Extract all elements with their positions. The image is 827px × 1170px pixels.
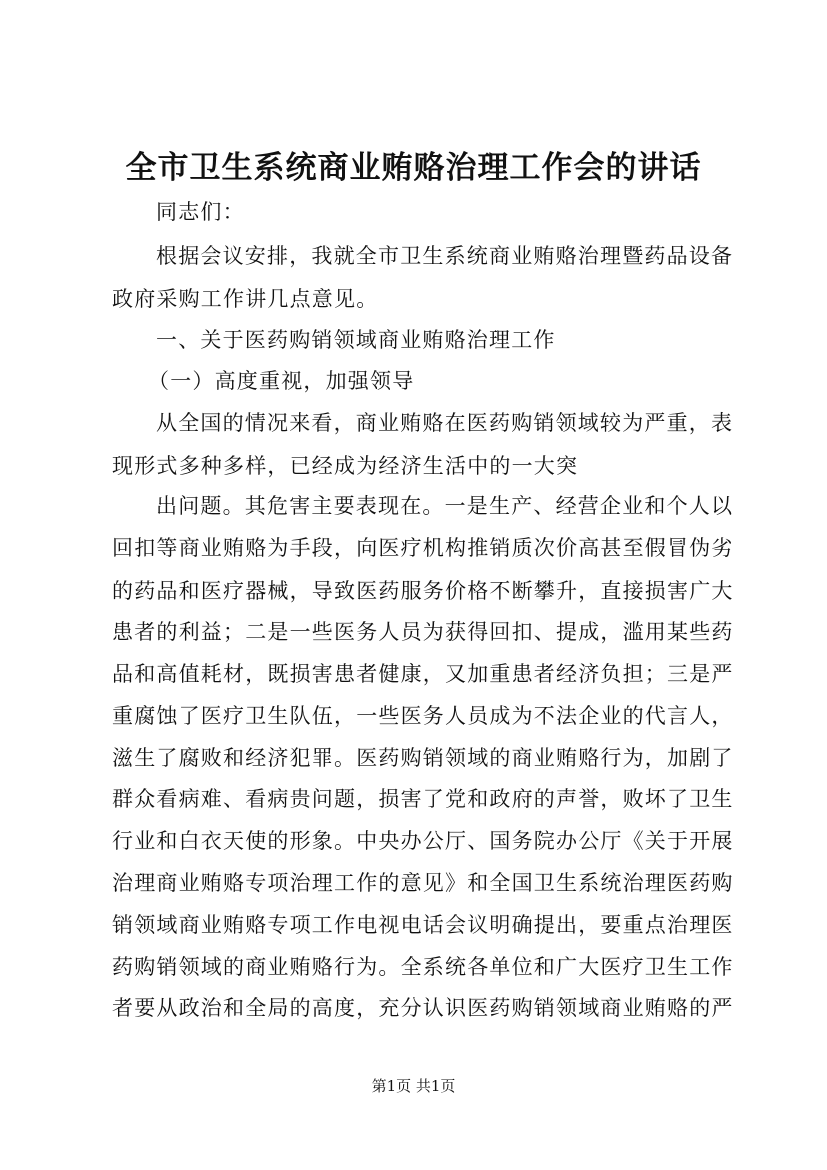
- page-footer: 第1页 共1页: [371, 1077, 456, 1095]
- paragraph-line: 根据会议安排，我就全市卫生系统商业贿赂治理暨药品设备: [156, 244, 734, 268]
- paragraph-line: 回扣等商业贿赂为手段，向医疗机构推销质次价高甚至假冒伪劣: [112, 536, 734, 560]
- paragraph-line: 出问题。其危害主要表现在。一是生产、经营企业和个人以: [156, 494, 734, 518]
- paragraph-line: 从全国的情况来看，商业贿赂在医药购销领域较为严重，表: [156, 411, 734, 435]
- paragraph-line: 政府采购工作讲几点意见。: [112, 287, 379, 311]
- paragraph-line: 群众看病难、看病贵问题，损害了党和政府的声誉，败坏了卫生: [112, 787, 734, 811]
- paragraph-line: 者要从政治和全局的高度，充分认识医药购销领域商业贿赂的严: [112, 996, 734, 1020]
- paragraph-line: 销领域商业贿赂专项工作电视电话会议明确提出，要重点治理医: [112, 913, 734, 937]
- paragraph-line: 患者的利益；二是一些医务人员为获得回扣、提成，滥用某些药: [112, 620, 734, 644]
- paragraph-line: 的药品和医疗器械，导致医药服务价格不断攀升，直接损害广大: [112, 579, 734, 603]
- paragraph-line: 现形式多种多样，已经成为经济生活中的一大突: [112, 454, 579, 478]
- paragraph-line: 重腐蚀了医疗卫生队伍，一些医务人员成为不法企业的代言人，: [112, 704, 734, 728]
- salutation-line: 同志们：: [156, 200, 245, 224]
- section-heading: 一、关于医药购销领域商业贿赂治理工作: [156, 328, 556, 352]
- paragraph-line: 治理商业贿赂专项治理工作的意见》和全国卫生系统治理医药购: [112, 871, 734, 895]
- paragraph-line: 行业和白衣天使的形象。中央办公厅、国务院办公厅《关于开展: [112, 829, 734, 853]
- document-title: 全市卫生系统商业贿赂治理工作会的讲话: [125, 150, 702, 186]
- paragraph-line: 滋生了腐败和经济犯罪。医药购销领域的商业贿赂行为，加剧了: [112, 746, 734, 770]
- paragraph-line: 药购销领域的商业贿赂行为。全系统各单位和广大医疗卫生工作: [112, 955, 734, 979]
- paragraph-line: 品和高值耗材，既损害患者健康，又加重患者经济负担；三是严: [112, 662, 734, 686]
- subsection-heading: （一）高度重视，加强领导: [148, 369, 415, 393]
